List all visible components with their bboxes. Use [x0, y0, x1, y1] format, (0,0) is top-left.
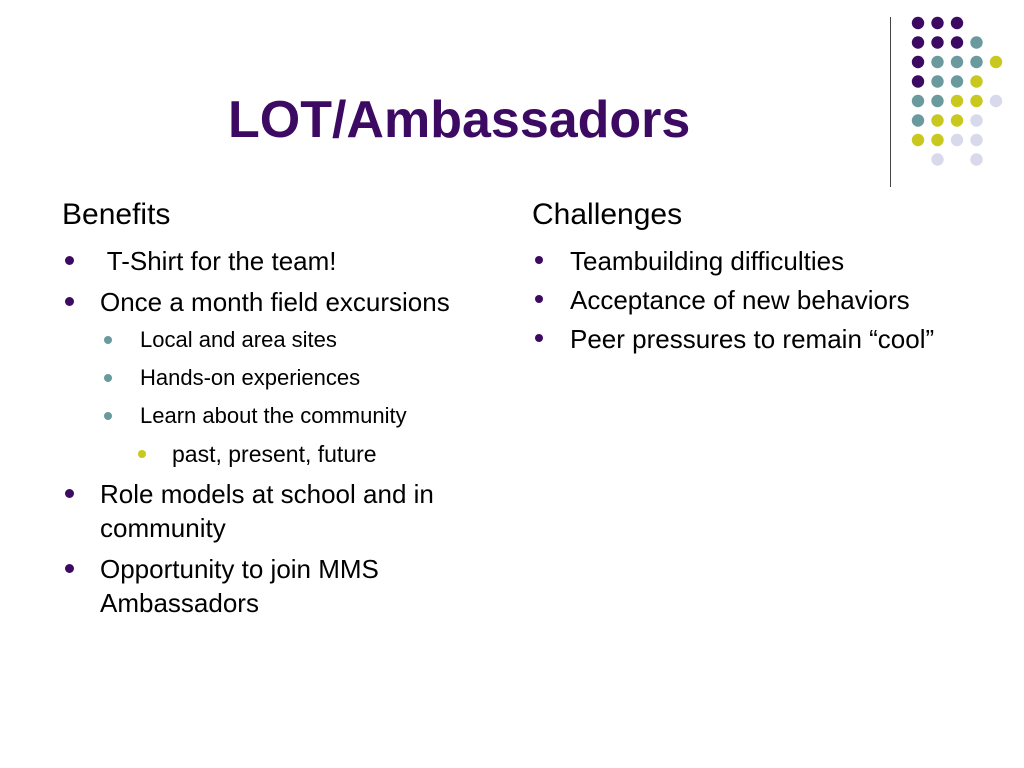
challenges-list: [532, 244, 952, 356]
benefit-item: Once a month field excursions Local and area sites Hands-on experiences Learn about the community past, present, future: [62, 285, 492, 469]
benefit-item: Role models at school and in community: [62, 477, 492, 545]
decorative-dot: [931, 56, 943, 68]
decorative-dot: [931, 17, 943, 29]
challenges-column: [532, 194, 952, 361]
decorative-dot: [970, 95, 982, 107]
decorative-dot: [912, 17, 924, 29]
decorative-dot: [970, 153, 982, 165]
decorative-dot: [931, 95, 943, 107]
decorative-dot: [970, 36, 982, 48]
decorative-dot: [951, 56, 963, 68]
benefit-sub-list: [62, 325, 492, 469]
decorative-dot: [990, 95, 1002, 107]
title-divider-line: [890, 17, 891, 187]
benefit-sub-sub-list: [62, 439, 492, 469]
challenge-item: Acceptance of new behaviors: [532, 283, 952, 317]
decorative-dot: [931, 36, 943, 48]
decorative-dot: [912, 95, 924, 107]
benefit-item: Opportunity to join MMS Ambassadors: [62, 552, 492, 620]
decorative-dot: [951, 95, 963, 107]
decorative-dot: [990, 56, 1002, 68]
decorative-dot: [912, 114, 924, 126]
decorative-dot: [931, 153, 943, 165]
decorative-dot: [912, 36, 924, 48]
decorative-dot: [970, 134, 982, 146]
decorative-dot: [970, 75, 982, 87]
challenge-item: Teambuilding difficulties: [532, 244, 952, 278]
challenge-item: Peer pressures to remain “cool”: [532, 322, 952, 356]
benefits-column: [62, 194, 492, 627]
decorative-dot: [951, 17, 963, 29]
decorative-dot: [931, 75, 943, 87]
benefit-item: T-Shirt for the team!: [62, 244, 492, 278]
decorative-dot: [912, 134, 924, 146]
decorative-dot: [912, 56, 924, 68]
decorative-dot: [951, 114, 963, 126]
decorative-dot: [951, 75, 963, 87]
slide-title: LOT/Ambassadors: [228, 91, 691, 149]
decorative-dot: [970, 56, 982, 68]
benefit-sub-item: Hands-on experiences: [62, 363, 492, 393]
benefit-sub-item: Learn about the community past, present, future: [62, 401, 492, 469]
decorative-dot: [951, 134, 963, 146]
benefits-list: [62, 244, 492, 620]
benefits-heading: Benefits: [62, 198, 171, 231]
decorative-dot: [912, 75, 924, 87]
benefit-sub-item: Local and area sites: [62, 325, 492, 355]
decorative-dot: [951, 36, 963, 48]
challenges-heading: Challenges: [532, 198, 683, 231]
benefit-sub-sub-item: past, present, future: [62, 439, 492, 469]
decorative-dot: [970, 114, 982, 126]
decorative-dot: [931, 114, 943, 126]
decorative-dot: [931, 134, 943, 146]
